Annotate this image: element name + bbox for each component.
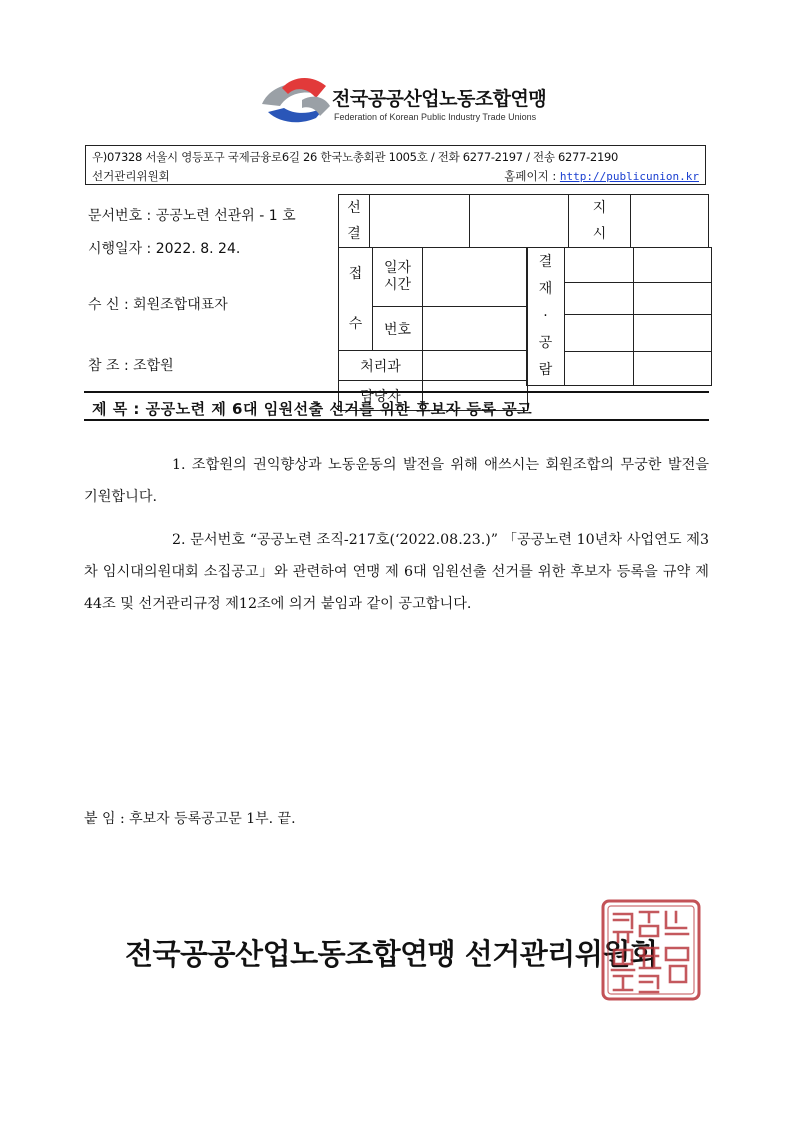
address-line: 우)07328 서울시 영등포구 국제금융로6길 26 한국노총회관 1005호 / 전화 6277-2197 / 전송 6277-2190	[92, 150, 618, 164]
label-gyeol2: 결	[538, 254, 553, 270]
label-si: 시	[592, 226, 607, 242]
department-name: 선거관리위원회	[92, 169, 170, 183]
decision-cell	[634, 315, 712, 352]
label-time: 시간	[383, 277, 412, 294]
org-name-english: Federation of Korean Public Industry Trade Unions	[334, 112, 537, 122]
decision-cell	[565, 282, 634, 315]
body-paragraph-1: 1. 조합원의 권익향상과 노동운동의 발전을 위해 애쓰시는 회원조합의 무궁한 발전을 기원합니다.	[84, 457, 709, 505]
subject-bar	[84, 391, 709, 421]
body-paragraph-2: 2. 문서번호 “공공노련 조직-217호(‘2022.08.23.)” 「공공노련 10년차 사업연도 제3차 임시대의원대회 소집공고」와 관련하여 연맹 제 6대 임원선출 선거를 위한 후보자 등록을 규약 제44조 및 선거관리규정 제12조에 의거 붙임과 같이 공고합니다.	[84, 532, 709, 612]
document-number: 문서번호 : 공공노련 선관위 - 1 호	[88, 208, 296, 224]
decision-cell	[565, 352, 634, 386]
decision-table	[526, 247, 712, 386]
processing-dept-label: 처리과	[339, 351, 423, 381]
decision-cell	[565, 315, 634, 352]
subject: 제 목 : 공공노련 제 6대 임원선출 선거를 위한 후보자 등록 공고	[92, 400, 533, 418]
label-ji: 지	[592, 200, 607, 216]
decision-cell	[634, 282, 712, 315]
logo-mark-icon	[262, 78, 330, 122]
processing-dept-value	[423, 351, 528, 381]
label-dot: ·	[543, 308, 548, 324]
homepage-label: 홈페이지 :	[504, 169, 560, 183]
approval-sign-cell	[370, 195, 470, 248]
attachment-note: 붙 임 : 후보자 등록공고문 1부. 끝.	[84, 811, 296, 827]
decision-cell	[565, 248, 634, 283]
label-su: 수	[348, 316, 363, 332]
label-seon: 선	[347, 200, 361, 216]
official-seal	[600, 898, 702, 1002]
label-gyeol: 결	[347, 226, 361, 242]
homepage-link[interactable]: http://publicunion.kr	[559, 170, 699, 183]
number-label: 번호	[373, 307, 423, 351]
reference: 참 조 : 조합원	[88, 358, 174, 374]
org-name-korean: 전국공공산업노동조합연맹	[332, 88, 547, 110]
label-date: 일자	[383, 260, 412, 277]
label-ram: 람	[538, 362, 553, 378]
date-time-label	[373, 248, 423, 307]
sender-name: 전국공공산업노동조합연맹 선거관리위원회	[125, 937, 658, 971]
person-in-charge-label: 담당자	[339, 381, 423, 411]
recipient: 수 신 : 회원조합대표자	[88, 297, 228, 313]
address-box	[85, 145, 706, 185]
instruction-cell	[631, 195, 709, 248]
approval-label-cell	[339, 195, 370, 248]
number-value	[423, 307, 528, 351]
label-gong: 공	[538, 335, 553, 351]
approval-sign-cell	[470, 195, 569, 248]
label-jeop: 접	[348, 266, 363, 282]
receipt-table	[338, 247, 538, 411]
decision-label-cell	[527, 248, 565, 386]
decision-cell	[634, 352, 712, 386]
receipt-label-cell	[339, 248, 373, 351]
date-time-value	[423, 248, 528, 307]
decision-cell	[634, 248, 712, 283]
homepage	[504, 168, 699, 184]
issue-date: 시행일자 : 2022. 8. 24.	[88, 241, 241, 257]
instruction-label-cell	[569, 195, 631, 248]
label-jae: 재	[538, 281, 553, 297]
approval-table	[338, 194, 709, 248]
